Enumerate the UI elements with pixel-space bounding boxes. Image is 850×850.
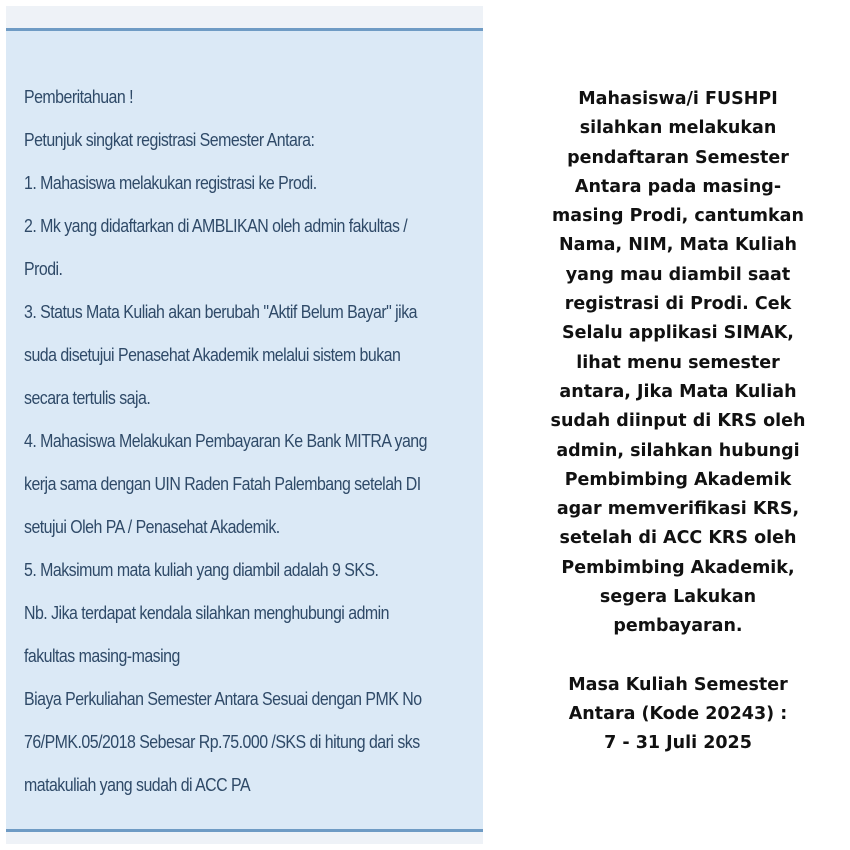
notice-line: suda disetujui Penasehat Akademik melalui sistem bukan	[24, 344, 401, 365]
notice-line: Nb. Jika terdapat kendala silahkan menghubungi admin	[24, 602, 389, 623]
notice-line: kerja sama dengan UIN Raden Fatah Palembang setelah DI	[24, 473, 421, 494]
period-dates: 7 - 31 Juli 2025	[604, 733, 752, 754]
notice-line: 76/PMK.05/2018 Sebesar Rp.75.000 /SKS di hitung dari sks	[24, 731, 420, 752]
notice-title: Pemberitahuan !	[24, 86, 134, 107]
notice-line: 2. Mk yang didaftarkan di AMBLIKAN oleh admin fakultas /	[24, 215, 408, 236]
notice-line: setujui Oleh PA / Penasehat Akademik.	[24, 516, 280, 537]
notice-line: 1. Mahasiswa melakukan registrasi ke Prodi.	[24, 172, 317, 193]
period-label: Masa Kuliah Semester Antara (Kode 20243) :	[568, 674, 788, 724]
notice-panel	[6, 28, 483, 832]
notice-line: secara tertulis saja.	[24, 387, 151, 408]
announcement-body: Mahasiswa/i FUSHPI silahkan melakukan pendaftaran Semester Antara pada masing-masing Prodi, cantumkan Nama, NIM, Mata Kuliah yang mau diambil saat registrasi di Prodi. Cek Selalu applikasi SIMAK, lihat menu semester antara, Jika Mata Kuliah sudah diinput di KRS oleh admin, silahkan hubungi Pembimbing Akademik agar memverifikasi KRS, setelah di ACC KRS oleh Pembimbing Akademik, segera Lakukan pembayaran.	[550, 89, 806, 637]
notice-line: 4. Mahasiswa Melakukan Pembayaran Ke Bank MITRA yang	[24, 430, 427, 451]
semester-period	[545, 671, 811, 759]
announcement	[545, 85, 811, 759]
notice-line: 3. Status Mata Kuliah akan berubah "Aktif Belum Bayar" jika	[24, 301, 417, 322]
notice-line: Prodi.	[24, 258, 63, 279]
notice-text	[24, 75, 479, 806]
notice-line: 5. Maksimum mata kuliah yang diambil adalah 9 SKS.	[24, 559, 379, 580]
notice-screenshot	[6, 6, 483, 844]
notice-line: matakuliah yang sudah di ACC PA	[24, 774, 251, 795]
notice-line: Biaya Perkuliahan Semester Antara Sesuai dengan PMK No	[24, 688, 422, 709]
notice-intro: Petunjuk singkat registrasi Semester Antara:	[24, 129, 315, 150]
notice-line: fakultas masing-masing	[24, 645, 180, 666]
